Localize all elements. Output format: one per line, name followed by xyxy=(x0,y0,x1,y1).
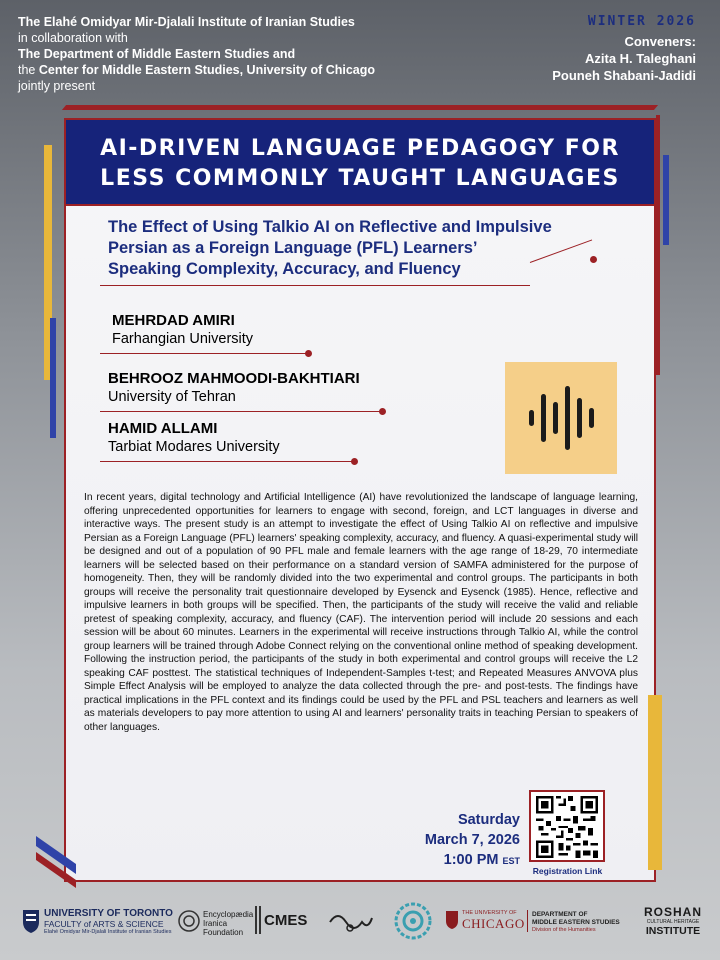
decor-yellow-right xyxy=(648,695,662,870)
abstract-text: In recent years, digital technology and Artificial Intelligence (AI) have revolutionized the landscape of language learning, offering unprecedented opportunities for learners to engage with second, foreign, and LCT languages in diverse and interactive ways. The present study is an attempt to investigate the effect of Using Talkio AI on reflective and impulsive Persian as a Foreign Language (PFL) learners' speaking complexity, accuracy, and fluency. A quasi-experimental study will be designed and out of a population of 90 PFL male and female learners with the age range of 18-29, 70 intermediate learners will be selected based on their performance on a standard version of SAMFA administered for the purpose of homogeneity. Then, they will be randomly divided into the two experimental and control groups. The participants in both groups will receive the personality trait questionnaire developed by Eysenck and Eysenck (1985). Hence, reflective and impulsive learners in both groups will be specified. Then, the participants of the study will receive the valid and reliable pretest of speaking complexity, accuracy, and fluency (CAF). The intervention period will include 20 sessions and each session will be about 60 minutes. Learners in the experimental will receive instructions through Talkio AI, while the control group learners will be trained through Adobe Connect relying on the conventional online method of speaking development. Following the instruction period, the participants of the study in both experimental and control groups will receive the L2 speaking CAF posttest. The statistical techniques of Independent-Samples t-test; and Repeated Measures ANVOVA plus Simple Effect Analysis will be employed to analyze the data collected through the pre- and post-tests. The findings have practical implications in the PFL context and its findings could be used by the PFL and PSL teachers and learners as well as materials developers to pay more attention to using AI and learners' personality traits in teaching Persian to speakers of other languages. xyxy=(84,492,638,733)
decor-blue-right xyxy=(663,155,669,245)
cmes-logo-text: CMES xyxy=(264,912,308,929)
speaker-underline xyxy=(100,411,382,412)
uchicago-shield-icon xyxy=(445,910,459,930)
jointly-present-text: jointly present xyxy=(18,79,96,93)
speaker-affiliation: University of Tehran xyxy=(108,389,236,405)
calligraphy-logo-icon xyxy=(328,908,374,934)
rosette-logo-icon xyxy=(394,902,432,940)
season-label: WINTER 2026 xyxy=(587,14,696,29)
convener-1: Azita H. Taleghani xyxy=(585,51,696,66)
sponsor-logos xyxy=(0,888,720,960)
conveners-label: Conveners: xyxy=(624,34,696,49)
speaker-affiliation: Tarbiat Modares University xyxy=(108,439,280,455)
uoft-crest-icon xyxy=(22,908,40,934)
logo-divider xyxy=(527,910,528,932)
roshan-logo-text: ROSHAN CULTURAL HERITAGE INSTITUTE xyxy=(643,905,702,937)
talk-title: The Effect of Using Talkio AI on Reflective and Impulsive Persian as a Foreign Language (PFL) Learners’ Speaking Complexity, Accuracy, and Fluency xyxy=(108,218,552,278)
convener-2: Pouneh Shabani-Jadidi xyxy=(552,68,696,83)
presenters-header: The Elahé Omidyar Mir-Djalali Institute of Iranian Studies in collaboration with The Department of Middle Eastern Studies and the Center for Middle Eastern Studies, University of Chicago jointly present xyxy=(18,14,458,94)
series-title: AI-DRIVEN LANGUAGE PEDAGOGY FOR LESS COMMONLY TAUGHT LANGUAGES xyxy=(100,136,620,191)
title-underline xyxy=(100,285,530,286)
speaker-dot xyxy=(351,458,358,465)
title-dot xyxy=(590,256,597,263)
cmes-mark-icon xyxy=(255,906,261,934)
event-date: March 7, 2026 xyxy=(424,832,520,848)
conveners-block xyxy=(436,14,696,84)
speaker-name: BEHROOZ MAHMOODI-BAKHTIARI xyxy=(108,370,360,387)
uoft-logo-text: UNIVERSITY OF TORONTO FACULTY of ARTS & SCIENCE Elahé Omidyar Mir-Djalali Institute of Iranian Studies xyxy=(44,908,173,935)
speaker-underline xyxy=(100,353,308,354)
speaker-name: MEHRDAD AMIRI xyxy=(112,312,235,329)
speaker-3 xyxy=(108,420,280,456)
collaboration-text: in collaboration with xyxy=(18,31,128,45)
speaker-underline xyxy=(100,461,354,462)
speaker-affiliation: Farhangian University xyxy=(112,331,254,347)
iranica-emblem-icon xyxy=(178,910,200,932)
speaker-1 xyxy=(112,312,253,348)
institute-name: The Elahé Omidyar Mir-Djalali Institute of Iranian Studies xyxy=(18,15,355,29)
registration-qr-code[interactable] xyxy=(536,796,598,858)
decor-blue-left xyxy=(50,318,56,438)
uchicago-logo-text: THE UNIVERSITY OF CHICAGO xyxy=(462,910,525,931)
decor-red-top xyxy=(62,105,658,110)
center-name: Center for Middle Eastern Studies, University of Chicago xyxy=(38,63,376,77)
event-datetime xyxy=(380,810,520,871)
registration-link[interactable]: Registration Link xyxy=(532,866,603,876)
department-name: The Department of Middle Eastern Studies and xyxy=(18,47,296,61)
mes-department-text: DEPARTMENT OF MIDDLE EASTERN STUDIES Division of the Humanities xyxy=(532,911,620,933)
event-day: Saturday xyxy=(457,812,520,828)
decor-red-right xyxy=(656,115,660,375)
speaker-dot xyxy=(305,350,312,357)
speaker-dot xyxy=(379,408,386,415)
event-time: 1:00 PM xyxy=(443,852,499,868)
speaker-2 xyxy=(108,370,360,406)
speaker-name: HAMID ALLAMI xyxy=(108,420,218,437)
iranica-logo-text: Encyclopædia Iranica Foundation xyxy=(203,910,254,937)
event-timezone: EST xyxy=(502,856,520,866)
audio-waveform-icon xyxy=(505,362,617,474)
